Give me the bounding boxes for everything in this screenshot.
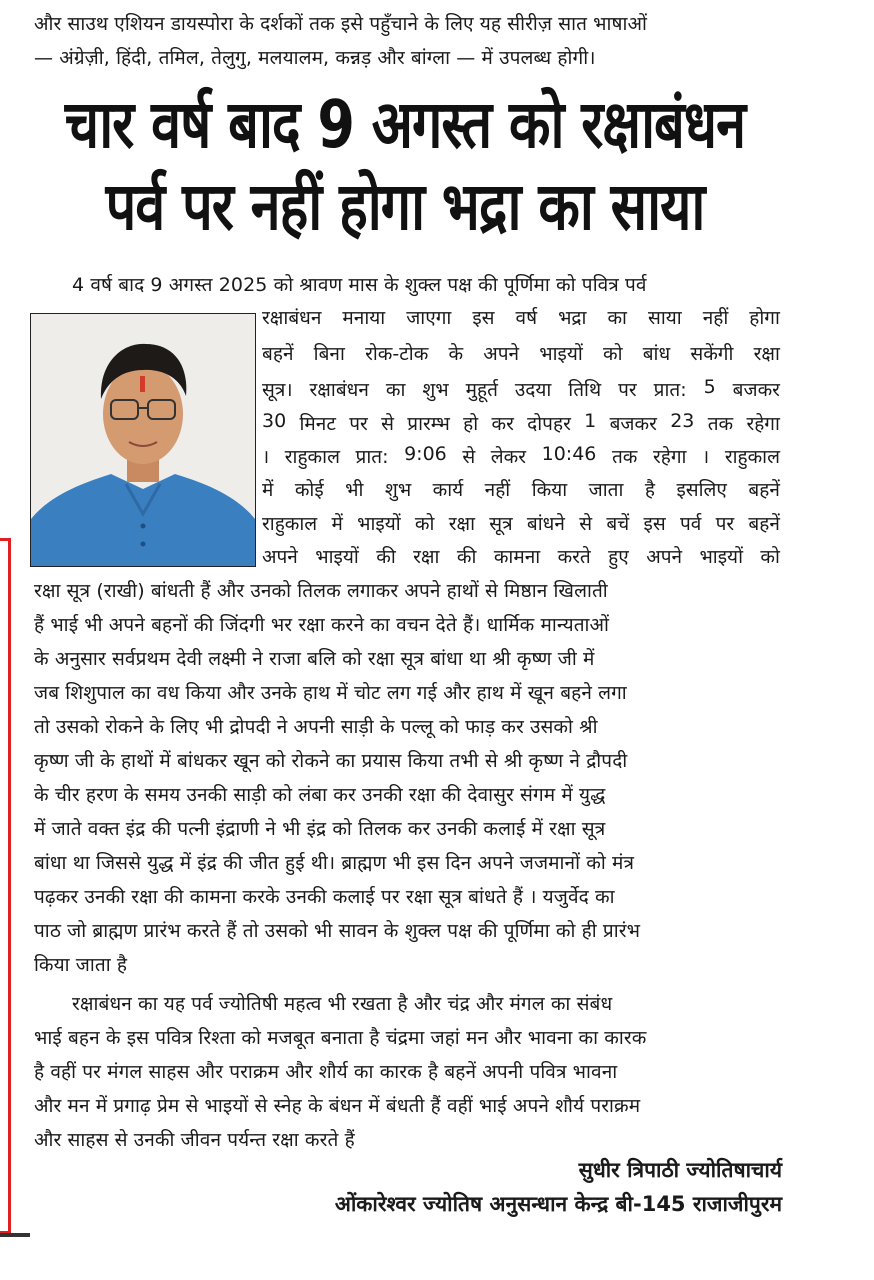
body-line: जब शिशुपाल का वध किया और उनके हाथ में चोट लग गई और हाथ में खून बहने लगा bbox=[34, 682, 627, 704]
side-line: में कोई भी शुभ कार्य नहीं किया जाता है इसलिए बहनें bbox=[262, 479, 780, 501]
intro-line-1: और साउथ एशियन डायस्पोरा के दर्शकों तक इसे पहुँचाने के लिए यह सीरीज़ सात भाषाओं bbox=[34, 13, 648, 35]
bottom-rule bbox=[0, 1233, 30, 1237]
side-line: 30 मिनट पर से प्रारम्भ हो कर दोपहर 1 बजकर 23 तक रहेगा bbox=[262, 410, 780, 435]
body-line: में जाते वक्त इंद्र की पत्नी इंद्राणी ने भी इंद्र को तिलक कर उनकी कलाई में रक्षा सूत्र bbox=[34, 818, 606, 840]
article-lead: 4 वर्ष बाद 9 अगस्त 2025 को श्रावण मास के शुक्ल पक्ष की पूर्णिमा को पवित्र पर्व bbox=[72, 274, 647, 296]
body-line: के अनुसार सर्वप्रथम देवी लक्ष्मी ने राजा बलि को रक्षा सूत्र बांधा था श्री कृष्ण जी में bbox=[34, 648, 595, 670]
author-name: सुधीर त्रिपाठी ज्योतिषाचार्य bbox=[578, 1158, 782, 1182]
body-line: पढ़कर उनकी रक्षा की कामना करके उनकी कलाई पर रक्षा सूत्र बांधते हैं । यजुर्वेद का bbox=[34, 886, 615, 908]
author-photo bbox=[30, 313, 256, 567]
body-line: कृष्ण जी के हाथों में बांधकर खून को रोकने का प्रयास किया तभी से श्री कृष्ण ने द्रौपदी bbox=[34, 750, 628, 772]
body-line: भाई बहन के इस पवित्र रिश्ता को मजबूत बनाता है चंद्रमा जहां मन और भावना का कारक bbox=[34, 1027, 647, 1049]
side-line: रक्षाबंधन मनाया जाएगा इस वर्ष भद्रा का साया नहीं होगा bbox=[262, 307, 780, 329]
headline-line-1: चार वर्ष बाद 9 अगस्त को रक्षाबंधन bbox=[64, 86, 746, 163]
body-line: हैं भाई भी अपने बहनों की जिंदगी भर रक्षा करने का वचन देते हैं। धार्मिक मान्यताओं bbox=[34, 614, 610, 636]
body-line: रक्षाबंधन का यह पर्व ज्योतिषी महत्व भी रखता है और चंद्र और मंगल का संबंध bbox=[72, 993, 613, 1015]
side-line: बहनें बिना रोक-टोक के अपने भाइयों को बांध सकेंगी रक्षा bbox=[262, 343, 780, 365]
body-line: और मन में प्रगाढ़ प्रेम से भाइयों से स्नेह के बंधन में बंधती हैं वहीं भाई अपने शौर्य पराक्रम bbox=[34, 1095, 641, 1117]
body-line: बांधा था जिससे युद्ध में इंद्र की जीत हुई थी। ब्राह्मण भी इस दिन अपने जजमानों को मंत्र bbox=[34, 852, 635, 874]
side-line: । राहुकाल प्रात: 9:06 से लेकर 10:46 तक रहेगा । राहुकाल bbox=[262, 443, 780, 468]
body-line: के चीर हरण के समय उनकी साड़ी को लंबा कर उनकी रक्षा की देवासुर संगम में युद्ध bbox=[34, 784, 606, 806]
body-line: किया जाता है bbox=[34, 954, 128, 976]
intro-line-2: — अंग्रेज़ी, हिंदी, तमिल, तेलुगु, मलयालम, कन्नड़ और बांग्ला — में उपलब्ध होगी। bbox=[34, 47, 596, 69]
body-line: और साहस से उनकी जीवन पर्यन्त रक्षा करते हैं bbox=[34, 1129, 355, 1151]
headline-line-2: पर्व पर नहीं होगा भद्रा का साया bbox=[105, 168, 705, 245]
side-line: अपने भाइयों की रक्षा की कामना करते हुए अपने भाइयों को bbox=[262, 546, 780, 568]
body-line: है वहीं पर मंगल साहस और पराक्रम और शौर्य का कारक है बहनें अपनी पवित्र भावना bbox=[34, 1061, 618, 1083]
body-line: तो उसको रोकने के लिए भी द्रोपदी ने अपनी साड़ी के पल्लू को फाड़ कर उसको श्री bbox=[34, 716, 598, 738]
side-line: राहुकाल में भाइयों को रक्षा सूत्र बांधने से बचें इस पर्व पर बहनें bbox=[262, 513, 780, 535]
side-line: सूत्र। रक्षाबंधन का शुभ मुहूर्त उदया तिथि पर प्रात: 5 बजकर bbox=[262, 376, 780, 401]
author-portrait-image bbox=[31, 314, 255, 566]
red-column-rule bbox=[0, 538, 11, 1234]
author-organization: ओंकारेश्वर ज्योतिष अनुसन्धान केन्द्र बी-145 राजाजीपुरम bbox=[334, 1192, 782, 1216]
body-line: पाठ जो ब्राह्मण प्रारंभ करते हैं तो उसको भी सावन के शुक्ल पक्ष की पूर्णिमा को ही प्रारंभ bbox=[34, 920, 641, 942]
body-line: रक्षा सूत्र (राखी) बांधती हैं और उनको तिलक लगाकर अपने हाथों से मिष्ठान खिलाती bbox=[34, 580, 608, 602]
